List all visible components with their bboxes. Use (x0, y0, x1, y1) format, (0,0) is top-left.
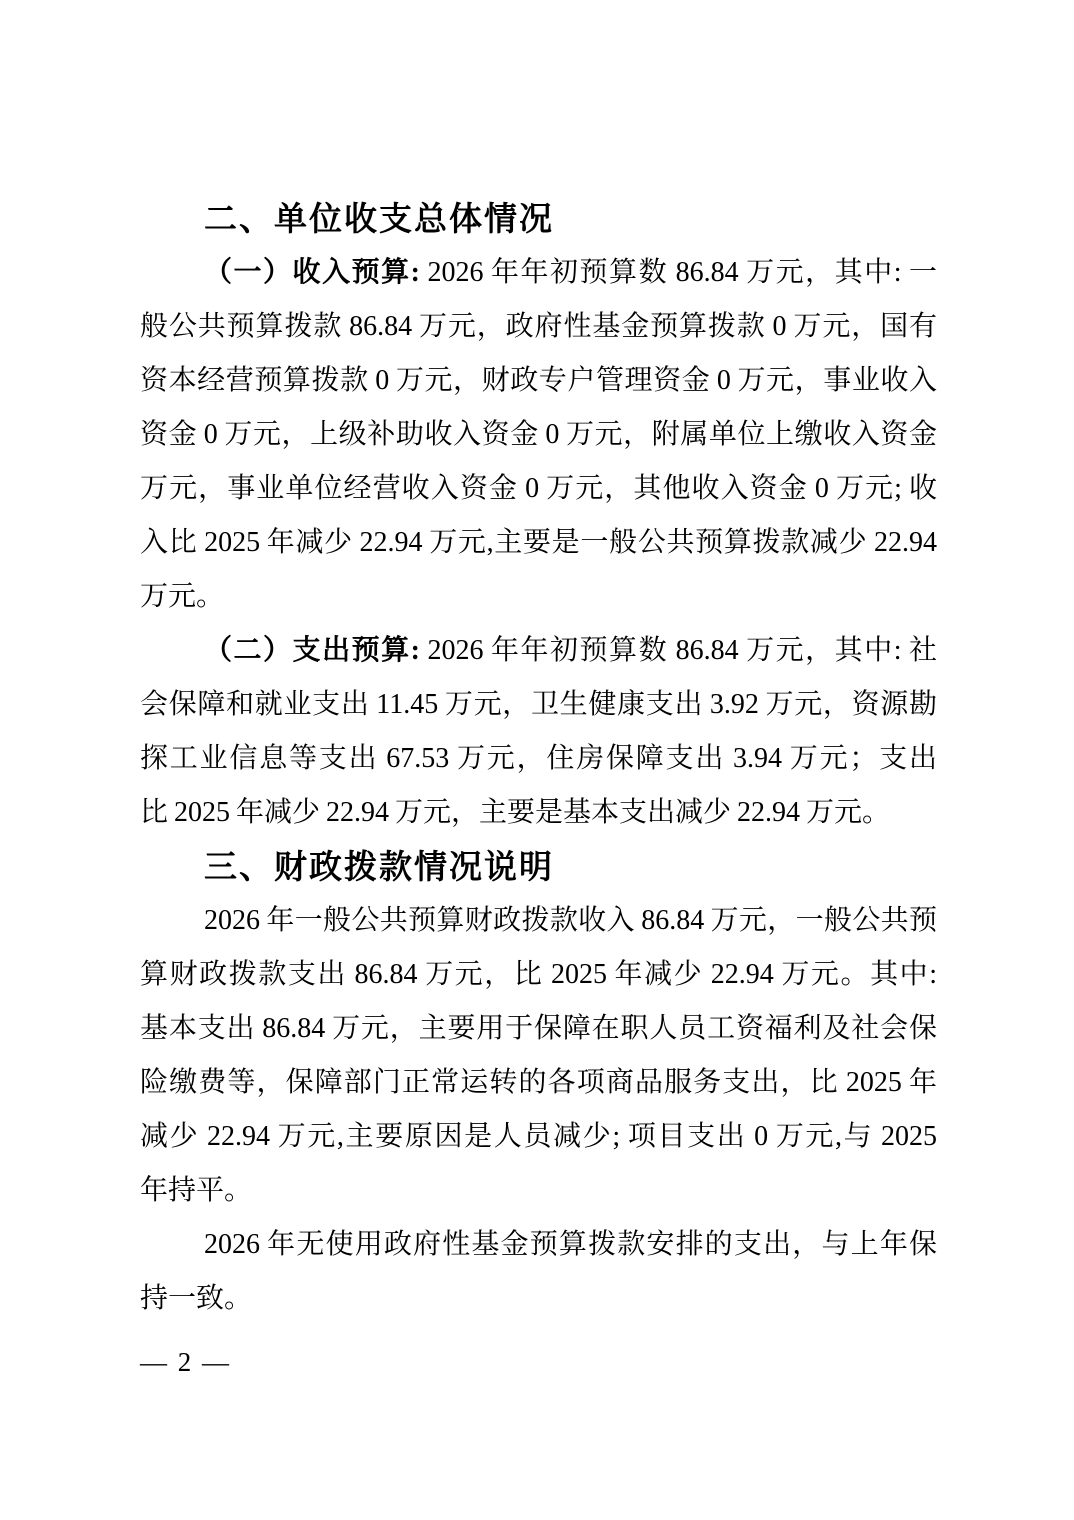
page-number: — 2 — (140, 1347, 231, 1377)
line: 会保障和就业支出 11.45 万元，卫生健康支出 3.92 万元，资源勘 (140, 689, 937, 720)
line: 持一致。 (140, 1283, 253, 1314)
line: 算财政拨款支出 86.84 万元，比 2025 年减少 22.94 万元。其中: (140, 959, 937, 990)
line: 资本经营预算拨款 0 万元，财政专户管理资金 0 万元，事业收入 (140, 365, 937, 396)
line: 比 2025 年减少 22.94 万元，主要是基本支出减少 22.94 万元。 (140, 797, 891, 828)
section-heading-fiscal-appropriation: 三、财政拨款情况说明 (204, 848, 554, 885)
paragraph-expenditure-budget (140, 624, 937, 840)
line: 2026 年无使用政府性基金预算拨款安排的支出，与上年保 (204, 1229, 937, 1260)
line: 基本支出 86.84 万元，主要用于保障在职人员工资福利及社会保 (140, 1013, 937, 1044)
document-content (140, 192, 937, 1326)
line: 入比 2025 年减少 22.94 万元,主要是一般公共预算拨款减少 22.94 (140, 527, 937, 558)
line: 减少 22.94 万元,主要原因是人员减少; 项目支出 0 万元,与 2025 (140, 1121, 937, 1152)
section-heading-budget-overview: 二、单位收支总体情况 (204, 200, 554, 237)
line: 2026 年一般公共预算财政拨款收入 86.84 万元，一般公共预 (204, 905, 937, 936)
line: 资金 0 万元，上级补助收入资金 0 万元，附属单位上缴收入资金 (140, 419, 937, 450)
paragraph-income-budget (140, 246, 937, 624)
line-text: 2026 年年初预算数 86.84 万元，其中: 一 (419, 257, 937, 288)
line: 般公共预算拨款 86.84 万元，政府性基金预算拨款 0 万元，国有 (140, 311, 937, 342)
line: 万元，事业单位经营收入资金 0 万元，其他收入资金 0 万元; 收 (140, 473, 937, 504)
lead-label-income-budget: （一）收入预算: (204, 257, 420, 288)
line: 年持平。 (140, 1175, 253, 1206)
paragraph-government-fund-budget (140, 1218, 937, 1326)
paragraph-general-public-budget-appropriation (140, 894, 937, 1218)
lead-label-expenditure-budget: （二）支出预算: (204, 635, 420, 666)
line (140, 624, 937, 678)
line-text: 2026 年年初预算数 86.84 万元，其中: 社 (419, 635, 937, 666)
line: 万元。 (140, 581, 225, 612)
line: 险缴费等，保障部门正常运转的各项商品服务支出，比 2025 年 (140, 1067, 937, 1098)
line: 探工业信息等支出 67.53 万元，住房保障支出 3.94 万元；支出 (140, 743, 937, 774)
line (140, 246, 937, 300)
